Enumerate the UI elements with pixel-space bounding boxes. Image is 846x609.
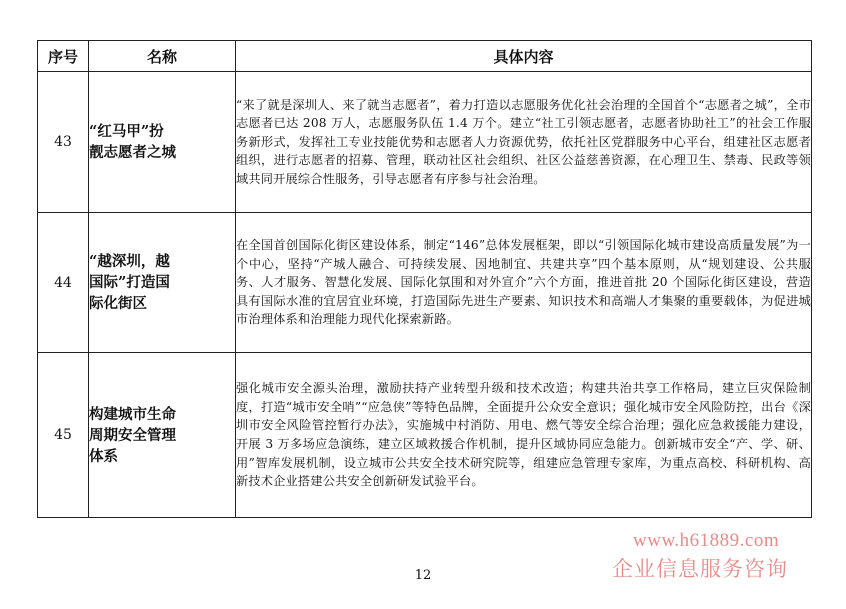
row-name-line: 国际”打造国 [89, 274, 170, 291]
row-name-line: “红马甲”扮 [89, 123, 164, 140]
row-content: 强化城市安全源头治理，激励扶持产业转型升级和技术改造；构建共治共享工作格局，建立巨灾保险制度，打造“城市安全哨”“应急侠”等特色品牌，全面提升公众安全意识；强化城市安全风险防控，出台《深圳市安全风险管控暂行办法》，实施城中村消防、用电、燃气等安全综合治理；强化应急救援能力建设，开展 3 万多场应急演练，建立区域救援合作机制，提升区域协同应急能力。创新城市安全“产、学、研、用”智库发展机制，设立城市公共安全技术研究院等，组建应急管理专家库，为重点高校、科研机构、高新技术企业搭建公共安全创新研发试验平台。 [236, 353, 812, 518]
watermark-url: www.h61889.com [633, 530, 780, 551]
header-row [38, 41, 812, 72]
row-name-line: 周期安全管理 [89, 426, 176, 444]
table-row [38, 353, 812, 518]
row-number: 43 [38, 72, 89, 213]
row-name-line: 靓志愿者之城 [89, 144, 176, 161]
row-name [89, 353, 236, 518]
row-name-line: 体系 [89, 447, 118, 465]
header-number: 序号 [38, 41, 89, 72]
row-name [89, 72, 236, 213]
header-name: 名称 [89, 41, 236, 72]
header-content: 具体内容 [236, 41, 812, 72]
page-number: 12 [414, 568, 432, 583]
watermark-text: 企业信息服务咨询 [612, 557, 788, 581]
row-name-line: 际化街区 [89, 295, 147, 312]
content-table [37, 40, 812, 518]
row-content: “来了就是深圳人、来了就当志愿者”，着力打造以志愿服务优化社会治理的全国首个“志愿者之城”，全市志愿者已达 208 万人，志愿服务队伍 1.4 万个。建立“社工引领志愿者，志愿者协助社工”的社会工作服务新形式，发挥社工专业技能优势和志愿者人力资源优势，依托社区党群服务中心平台，组建社区志愿者组织，进行志愿者的招募、管理，联动社区社会组织、社区公益慈善资源，在心理卫生、禁毒、民政等领域共同开展综合性服务，引导志愿者有序参与社会治理。 [236, 72, 812, 213]
row-number: 45 [38, 353, 89, 518]
table-row [38, 72, 812, 213]
row-number: 44 [38, 213, 89, 353]
row-name [89, 213, 236, 353]
row-name-line: “越深圳，越 [89, 253, 170, 270]
row-name-line: 构建城市生命 [89, 405, 176, 423]
row-content: 在全国首创国际化街区建设体系，制定“146”总体发展框架，即以“引领国际化城市建设高质量发展”为一个中心，坚持“产城人融合、可持续发展、因地制宜、共建共享”四个基本原则，从“规划建设、公共服务、人才服务、智慧化发展、国际化氛围和对外宣介”六个方面，推进首批 20 个国际化街区建设，营造具有国际水准的宜居宜业环境，打造国际先进生产要素、知识技术和高端人才集聚的重要载体，为促进城市治理体系和治理能力现代化探索新路。 [236, 213, 812, 353]
table-row [38, 213, 812, 353]
